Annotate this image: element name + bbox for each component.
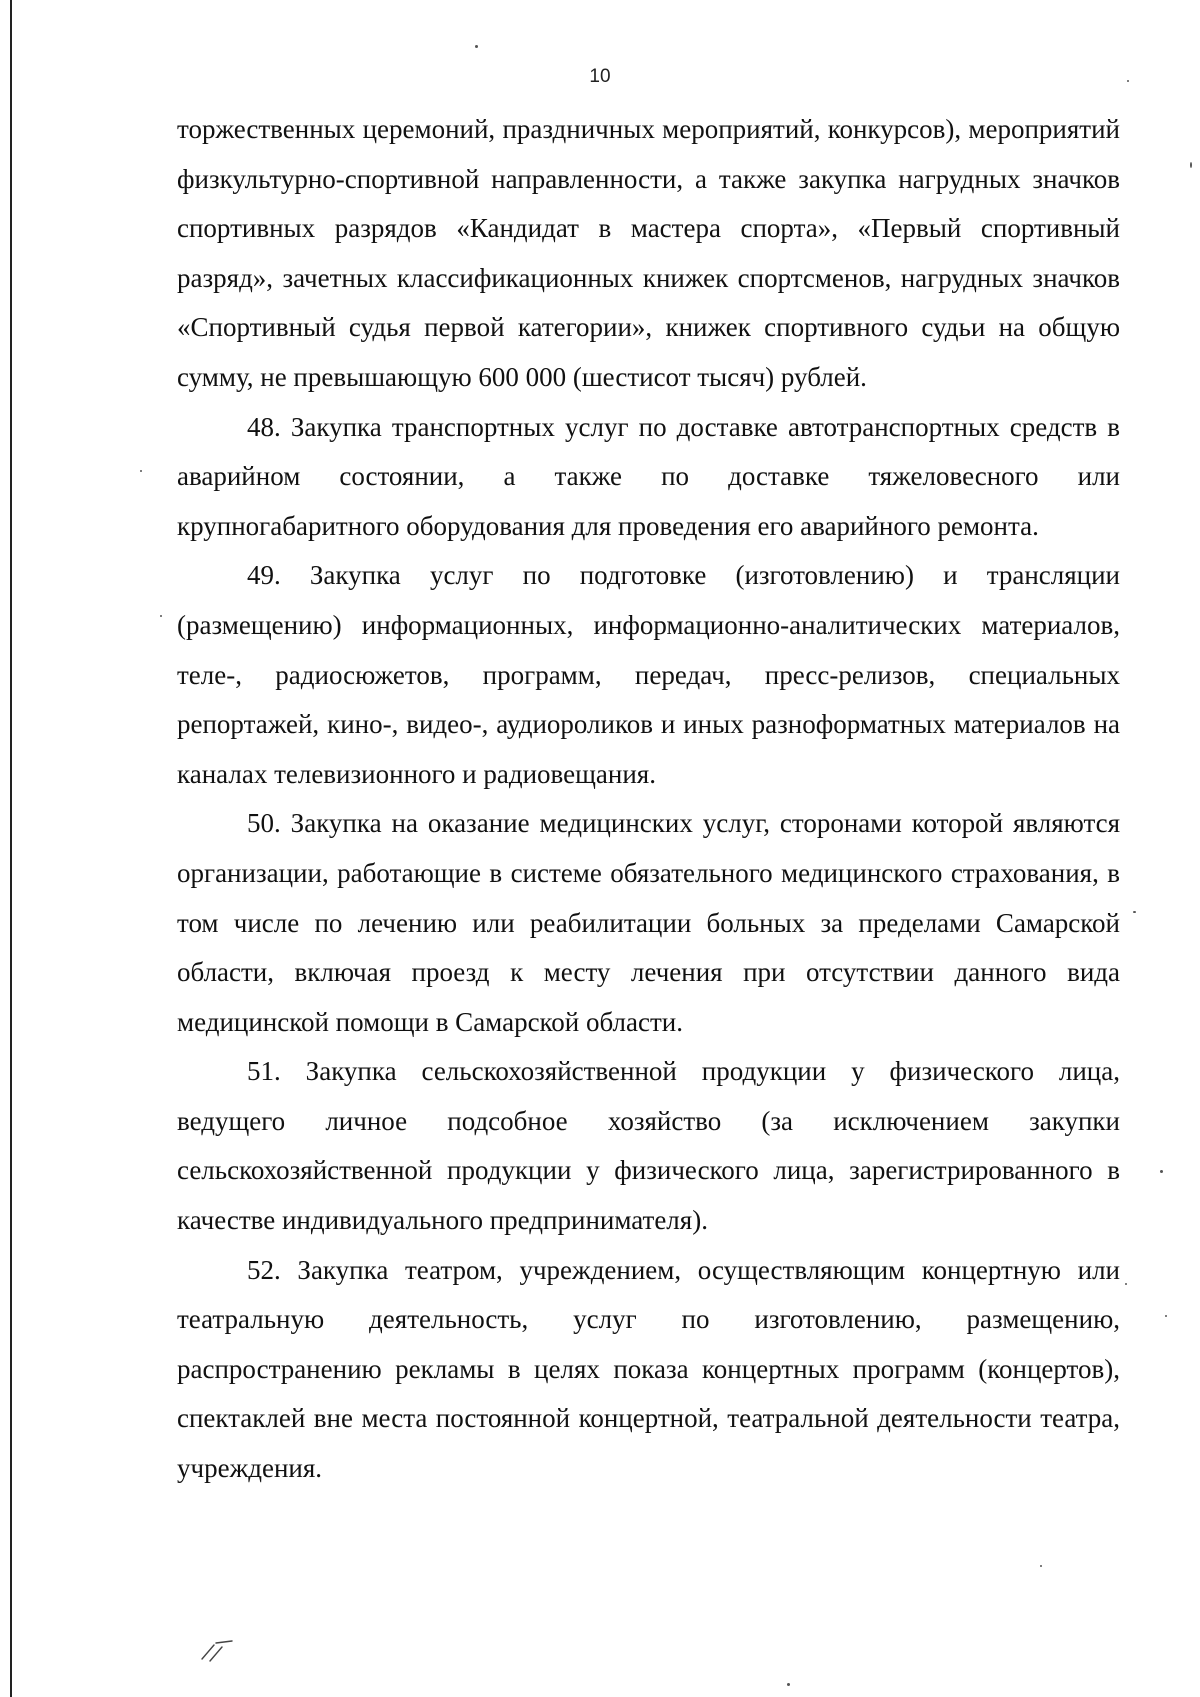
scan-speck — [1160, 1170, 1163, 1173]
page-number: 10 — [589, 66, 611, 87]
scan-speck — [1165, 1315, 1167, 1317]
paragraph-51: 51. Закупка сельскохозяйственной продукции у физического лица, ведущего личное подсобное хозяйство (за исключением закупки сельскохозяйственной продукции у физического лица, зарегистрированного в качестве индивидуального предпринимателя). — [177, 1056, 1120, 1236]
scan-speck — [1040, 1565, 1042, 1567]
handwritten-mark-icon — [196, 1637, 240, 1665]
scan-speck — [1127, 80, 1129, 82]
document-body — [177, 105, 1120, 1494]
paragraph-continued: торжественных церемоний, праздничных мероприятий, конкурсов), мероприятий физкультурно-спортивной направленности, а также закупка нагрудных значков спортивных разрядов «Кандидат в мастера спорта», «Первый спортивный разряд», зачетных классификационных книжек спортсменов, нагрудных значков «Спортивный судья первой категории», книжек спортивного судьи на общую сумму, не превышающую 600 000 (шестисот тысяч) рублей. — [177, 114, 1120, 392]
scan-speck — [1190, 162, 1192, 168]
paragraph-48: 48. Закупка транспортных услуг по доставке автотранспортных средств в аварийном состоянии, а также по доставке тяжеловесного или крупногабаритного оборудования для проведения его аварийного ремонта. — [177, 411, 1120, 541]
paragraph-52: 52. Закупка театром, учреждением, осуществляющим концертную или театральную деятельность, услуг по изготовлению, размещению, распространению рекламы в целях показа концертных программ (концертов), спектаклей вне места постоянной концертной, театральной деятельности театра, учреждения. — [177, 1254, 1120, 1484]
scan-speck — [160, 615, 162, 617]
scan-speck — [1133, 911, 1136, 913]
scan-speck — [1125, 1283, 1127, 1285]
scan-speck — [140, 470, 142, 472]
paragraph-50: 50. Закупка на оказание медицинских услуг, сторонами которой являются организации, работающие в системе обязательного медицинского страхования, в том числе по лечению или реабилитации больных за пределами Самарской области, включая проезд к месту лечения при отсутствии данного вида медицинской помощи в Самарской области. — [177, 808, 1120, 1037]
scan-speck — [475, 45, 478, 48]
scan-left-edge — [10, 0, 12, 1697]
paragraph-49: 49. Закупка услуг по подготовке (изготовлению) и трансляции (размещению) информационных, информационно-аналитических материалов, теле-, радиосюжетов, программ, передач, пресс-релизов, специальных репортажей, кино-, видео-, аудиороликов и иных разноформатных материалов на каналах телевизионного и радиовещания. — [177, 560, 1120, 789]
scan-speck — [787, 1683, 790, 1686]
